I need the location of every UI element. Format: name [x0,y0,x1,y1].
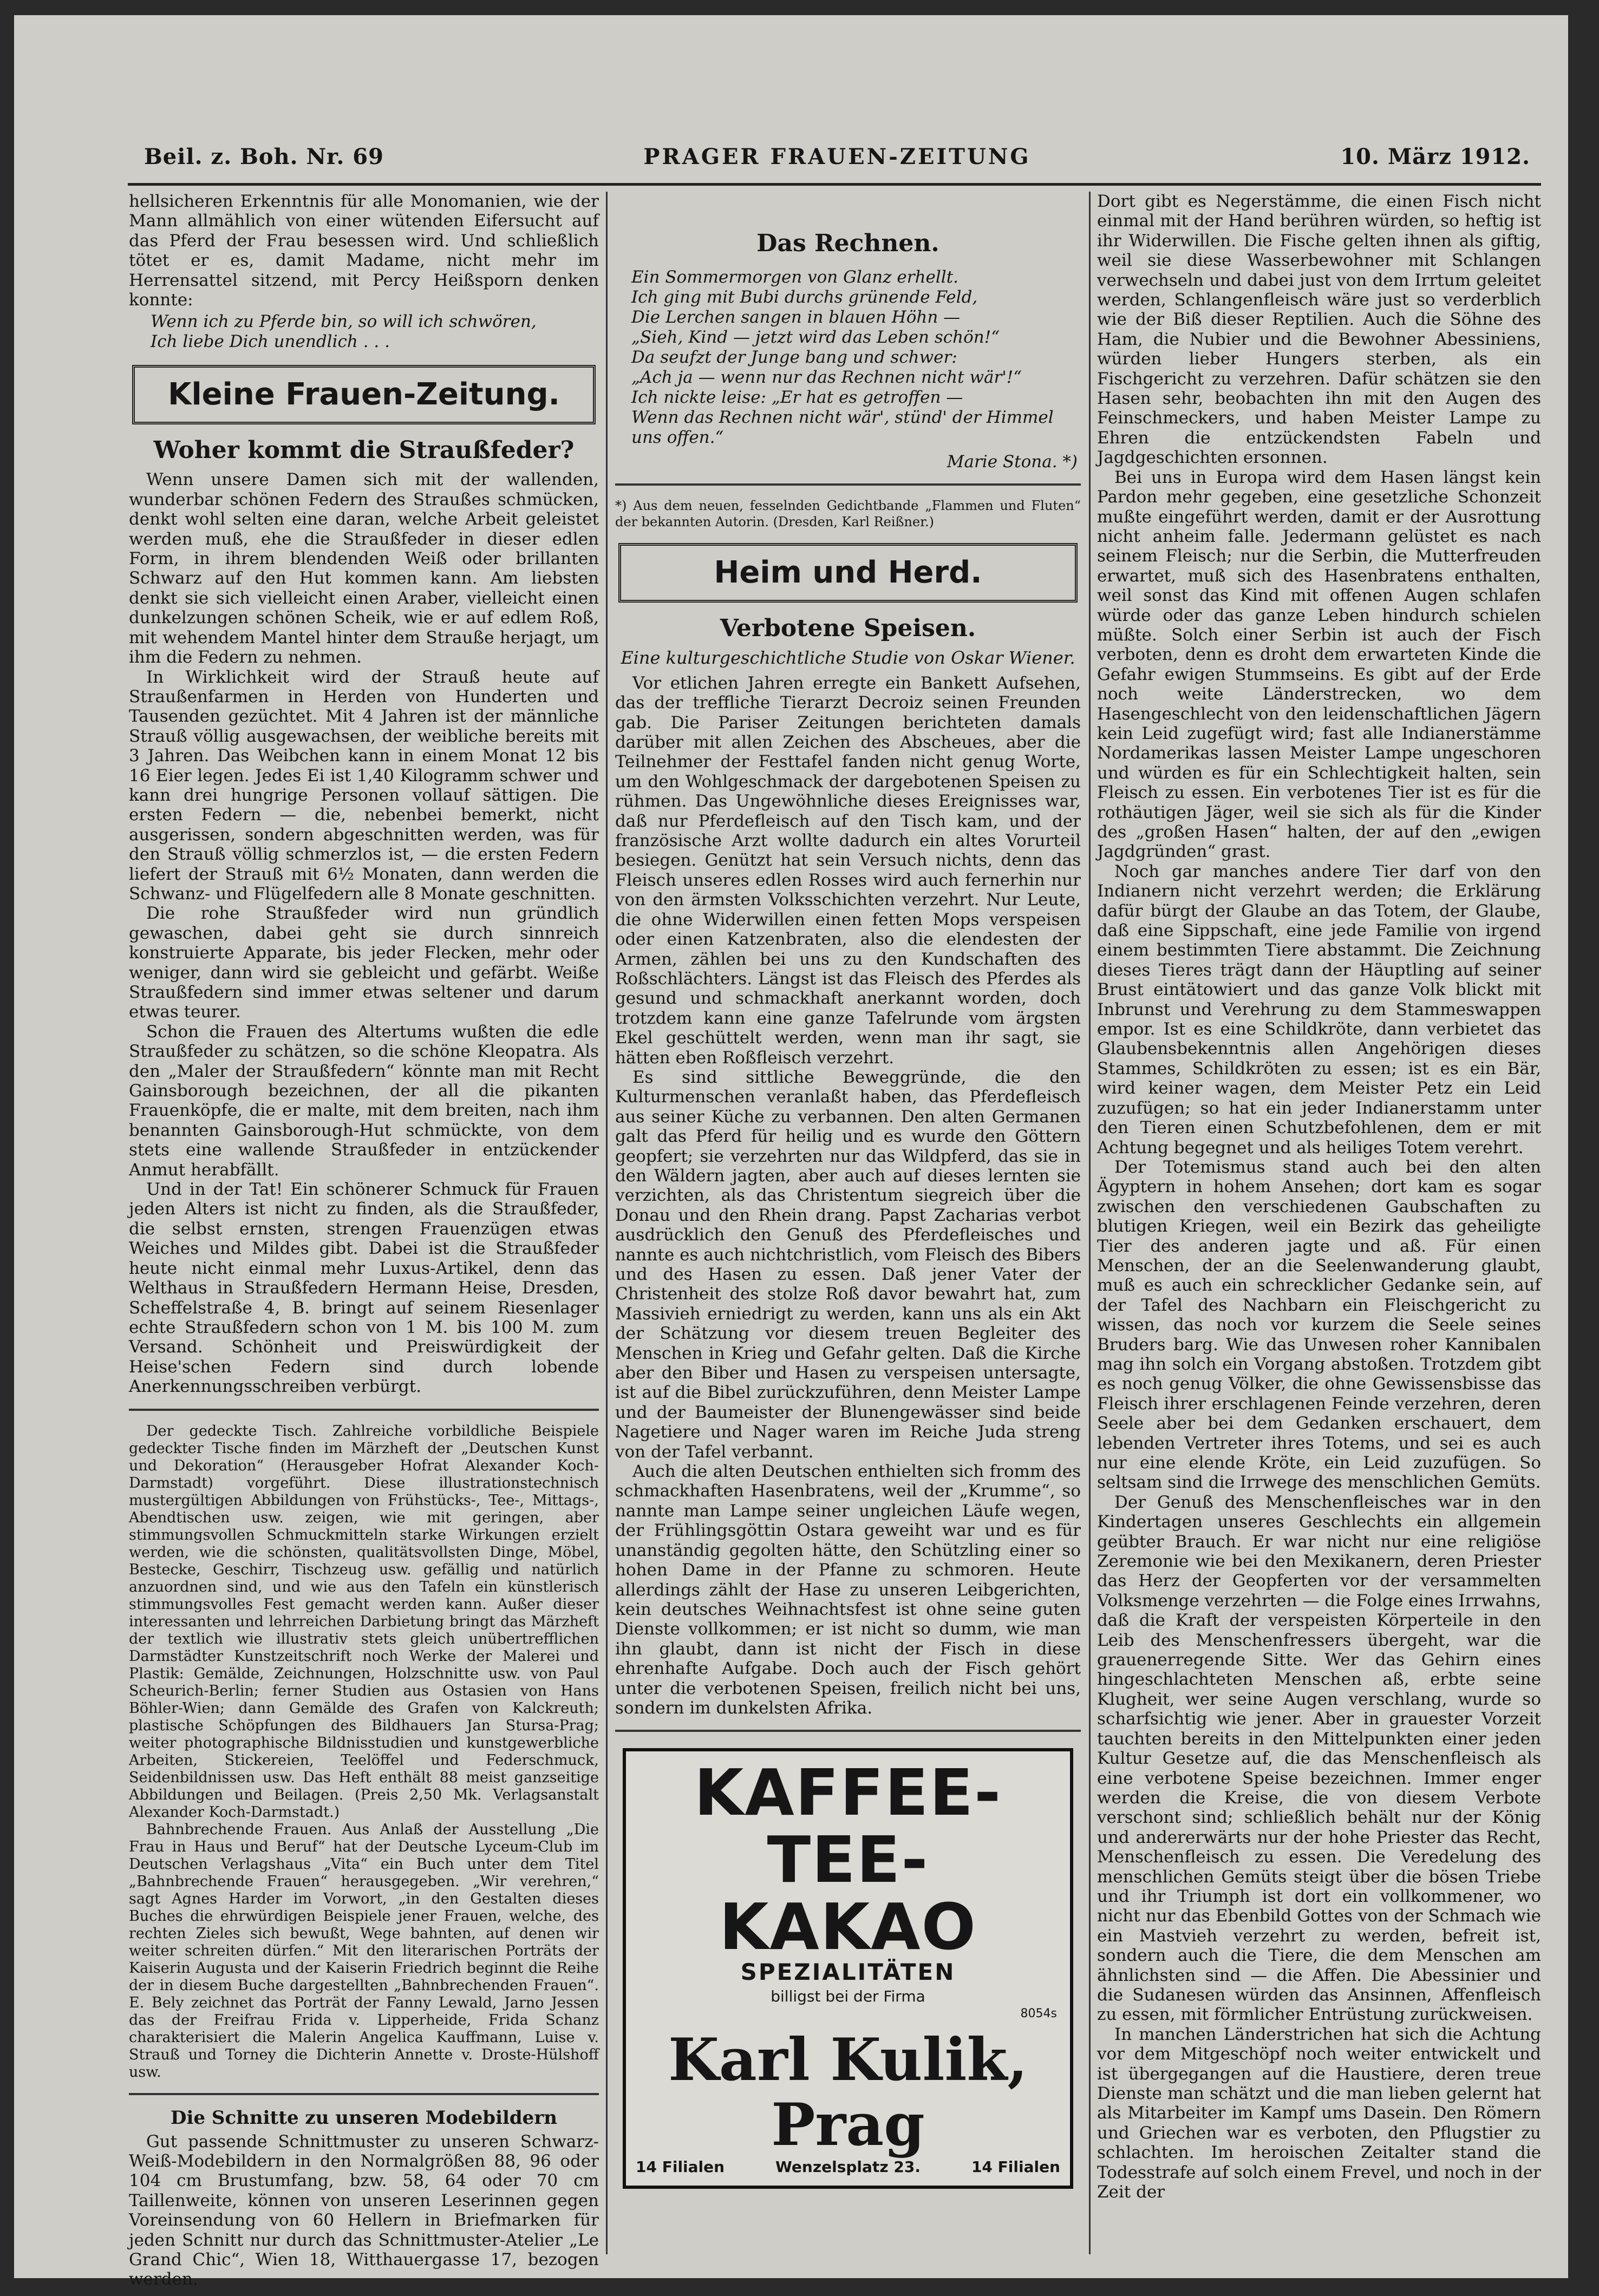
masthead: PRAGER FRAUEN-ZEITUNG [643,144,1031,169]
notice-title-schnitte: Die Schnitte zu unseren Modebildern [171,2107,557,2129]
header-rule [128,183,1541,186]
paragraph: Bei uns in Europa wird dem Hasen längst kein Pardon mehr gegeben, eine gesetzliche Schonzeit mußte eingeführt werden, damit er der Ausrottung nicht anheim falle. Jedermann gelüstet es nach seinem Fleisch; nur die Serbin, die Mutterfreuden erwartet, muß sich des Hasenbratens enthalten, weil sonst das Kind mit offenen Augen schlafen würde oder das ganze Leben hindurch schielen müßte. Solch einer Serbin ist auch der Fisch verboten, denn es droht dem erwarteten Kinde die Gefahr ewigen Stummseins. Es gibt auf der Erde noch weite Länderstrecken, wo dem Hasengeschlecht von den leidenschaftlichen Jägern kein Leid zugefügt wird; fast alle Indianerstämme Nordamerikas lassen Meister Lampe ungeschoren und würden es für ein Schlechtigkeit halten, sein Fleisch zu essen. Ein verbotenes Tier ist es für die rothäutigen Jäger, weil sie sich als für die Kinder des „großen Hasen“ halten, der auf den „ewigen Jagdgründen“ grast. [1097,467,1541,862]
continued-paragraph: Dort gibt es Negerstämme, die einen Fisch nicht einmal mit der Hand berühren würden, so heftig ist ihr Widerwillen. Die Fische gelten ihnen als giftig, weil sie diese Wasserbewohner mit Schlangen verwechseln und dabei just von dem Irrtum geleitet werden, Schlangenfleisch wäre just so verderblich wie der Biß dieser Reptilien. Auch die Söhne des Ham, die Nubier und die Bewohner Abessiniens, würden lieber Hungers sterben, als ein Fischgericht zu verzehren. Dafür schätzen sie den Hasen sehr, beobachten ihn mit den Augen des Feinschmeckers, und haben Meister Lampe zu Ehren die entzückendsten Fabeln und Jagdgeschichten ersonnen. [1097,192,1541,468]
paragraph: In manchen Länderstrichen hat sich die Achtung vor dem Mitgeschöpf noch weiter entwickelt und ist übergegangen auf die Haustiere, deren treue Dienste man schätzt und die man lieben gelernt hat als Mitarbeiter im Kampf ums Dasein. Den Römern und Griechen war es verboten, den Pflugstier zu schlachten. Im heroischen Zeitalter stand die Todesstrafe auf solch einem Frevel, und noch in der Zeit der [1097,2024,1541,2202]
poem-title-rechnen: Das Rechnen. [756,230,939,257]
ad-line-kaffee: KAFFEE- [694,1755,1002,1830]
footnote: *) Aus dem neuen, fesselnden Gedichtbande „Flammen und Fluten“ der bekannten Autorin. (Dresden, Karl Reißner.) [615,498,1081,530]
paragraph: In Wirklichkeit wird der Strauß heute auf Straußenfarmen in Herden von Hunderten und Tausenden gezüchtet. Mit 4 Jahren ist der männliche Strauß völlig ausgewachsen, der weibliche bereits mit 3 Jahren. Das Weibchen kann in einem Monat 12 bis 16 Eier legen. Jedes Ei ist 1,40 Kilogramm schwer und kann drei hungrige Personen vollauf sättigen. Die ersten Federn — die, nebenbei bemerkt, nicht ausgerissen, sondern abgeschnitten werden, was für den Strauß völlig schmerzlos ist, — die ersten Federn liefert der Strauß mit 6½ Monaten, dann werden die Schwanz- und Flügelfedern alle 8 Monate geschnitten. [129,667,599,904]
ad-address: Wenzelsplatz 23. [775,2157,921,2176]
section-rule [615,1730,1081,1732]
paragraph: Die rohe Straußfeder wird nun gründlich gewaschen, dabei geht sie durch sinnreich konstruierte Apparate, bis jeder Flecken, mehr oder weniger, dann wird sie gebleicht und gefärbt. Weiße Straußfedern sind immer etwas seltener und darum etwas teurer. [129,904,599,1022]
column-rule [1089,192,1091,2254]
verse-line: Wenn ich zu Pferde bin, so will ich schwören, [151,312,537,332]
article-title-verbotene-speisen: Verbotene Speisen. [720,614,976,643]
paragraph: Und in der Tat! Ein schönerer Schmuck für Frauen jeden Alters ist nicht zu finden, als die Straußfeder, die selbst ernsten, strengen Frauenzügen etwas Weiches und Mildes gibt. Dabei ist die Straußfeder heute nicht einmal mehr Luxus-Artikel, denn das Welthaus in Straußfedern Hermann Heise, Dresden, Scheffelstraße 4, B. bringt auf seinem Riesenlager echte Straußfedern schon von 1 M. bis 100 M. zum Versand. Schönheit und Preiswürdigkeit der Heise'schen Federn sind durch lobende Anerkennungsschreiben verbürgt. [129,1180,599,1397]
ad-specialties: SPEZIALITÄTEN [740,1959,956,1986]
ad-company-name: Karl Kulik, Prag [668,2025,1028,2159]
verse-line: Ich liebe Dich unendlich . . . [151,332,390,352]
paragraph: Der gedeckte Tisch. Zahlreiche vorbildliche Beispiele gedeckter Tische finden im Märzheft der „Deutschen Kunst und Dekoration“ (Herausgeber Hofrat Alexander Koch-Darmstadt) vorgeführt. Diese illustrationstechnisch mustergültigen Abbildungen von Frühstücks-, Tee-, Mittags-, Abendtischen usw. zeigen, wie mit geringen, aber stimmungsvollen Schmuckmitteln starke Wirkungen erzielt werden, wie die schönsten, qualitätsvollsten Dinge, Möbel, Bestecke, Geschirr, Tischzeug usw. gefällig und natürlich anzuordnen sind, und wie aus den Tafeln ein künstlerisch stimmungsvolles Fest gemacht werden kann. Außer dieser interessanten und lehrreichen Darbietung bringt das Märzheft der textlich wie illustrativ stets gleich unübertrefflichen Darmstädter Kunstzeitschrift noch Werke der Malerei und Plastik: Gemälde, Zeichnungen, Holzschnitte usw. von Paul Scheurich-Berlin; ferner Studien aus Ostasien von Hans Böhler-Wien; dann Gemälde des Grafen von Kalckreuth; plastische Schöpfungen des Bildhauers Jan Stursa-Prag; weiter photographische Bildnisstudien und kunstgewerbliche Arbeiten, Stickereien, Teelöffel und Federschmuck, Seidenbildnissen usw. Das Heft enthält 88 meist ganzseitige Abbildungen und Beilagen. (Preis 2,50 Mk. Verlagsanstalt Alexander Koch-Darmstadt.) [129,1422,599,1821]
ad-branches-left: 14 Filialen [636,2157,725,2176]
paragraph: Auch die alten Deutschen enthielten sich fromm des schmackhaften Hasenbratens, weil der „Krumme“, so nannte man Lampe seiner ungleichen Läufe wegen, der Frühlingsgöttin Ostara geweiht war und es für unanständig gegolten hätte, den Schützling einer so hohen Dame in der Pfanne zu schmoren. Heute allerdings zählt der Hase zu unseren Leibgerichten, kein deutsches Weihnachtsfest ist ohne seine guten Dienste vollkommen; er ist nicht so dumm, wie man ihn glaubt, dann ist nicht der Fisch in diese ehrenhafte Aufgabe. Doch auch der Fisch gehört unter die verbotenen Speisen, freilich nicht bei uns, sondern im dunkelsten Afrika. [615,1462,1081,1718]
paragraph: Der Totemismus stand auch bei den alten Ägyptern in hohem Ansehen; dort kam es sogar zwischen den verschiedenen Gaubschaften zu blutigen Kriegen, weil ein Bezirk das geheiligte Tier des anderen jagte und aß. Für einen Menschen, der an die Seelenwanderung glaubt, muß es auch ein schrecklicher Gedanke sein, auf der Tafel des Nachbarn ein Fleischgericht zu wissen, das noch vor kurzem die Seele seines Bruders barg. Wie das Unwesen roher Kannibalen mag ihn solch ein Vorgang abstoßen. Trotzdem gibt es noch genug Völker, die ohne Gewissensbisse das Fleisch ihrer erschlagenen Feinde verzehren, deren Seele aber bei dem Gedanken erschauert, dem lebenden Vertreter ihres Totems, und sei es auch nur eine elende Kröte, ein Leid zuzufügen. So seltsam sind die Irrwege des menschlichen Gemüts. [1097,1157,1541,1493]
article-title-straussfeder: Woher kommt die Straußfeder? [153,436,575,465]
issue-number: Beil. z. Boh. Nr. 69 [144,144,384,169]
paragraph: Gut passende Schnittmuster zu unseren Schwarz-Weiß-Modebildern in den Normalgrößen 88, 96 oder 104 cm Brustumfang, bzw. 58, 64 oder 70 cm Taillenweite, können von unseren Leserinnen gegen Voreinsendung von 60 Hellern in Briefmarken für jeden Schnitt nur durch das Schnittmuster-Atelier „Le Grand Chic“, Wien 18, Witthauergasse 17, bezogen werden. [129,2131,599,2290]
article-subtitle: Eine kulturgeschichtliche Studie von Oskar Wiener. [621,647,1075,669]
section-rule [129,1409,599,1411]
verse-line: „Sieh, Kind — jetzt wird das Leben schön!“ [631,328,1000,347]
issue-date: 10. März 1912. [1340,144,1530,169]
page-header [144,139,1530,176]
paragraph: Schon die Frauen des Altertums wußten die edle Straußfeder zu schätzen, so die schöne Kleopatra. Als den „Maler der Straußfedern“ könnte man mit Recht Gainsborough bezeichnen, der all die pikanten Frauenköpfe, die er malte, mit dem breiten, nach ihm benannten Gainsborough-Hut schmückte, von dem stets eine wallende Straußfeder in entzückender Anmut herabfällt. [129,1022,599,1180]
ad-cheapest: billigst bei der Firma [771,1987,925,2005]
column-2 [615,192,1081,2260]
section-rule [129,2093,599,2095]
column-1 [129,192,599,2290]
verse-line: „Ach ja — wenn nur das Rechnen nicht wär'!“ [631,368,1022,387]
poem [631,267,1081,448]
paragraph: Der Genuß des Menschenfleisches war in den Kindertagen unseres Geschlechts ein allgemein geübter Brauch. Er war nicht nur eine religiöse Zeremonie wie bei den Mexikanern, deren Priester das Herz der Geopferten vor der versammelten Volksmenge verzehrten — die Folge eines Irrwahns, daß die Kraft der verspeisten Körperteile in den Leib des Menschenfressers übergeht, war die grauenerregende Sitte. Wer das Gehirn eines hingeschlachteten Menschen aß, erbte seine Klugheit, wer seine Augen verschlang, wurde so scharfsichtig wie jener. Aber in grauester Vorzeit tauchten bereits in den Mittelpunkten einer jeden Kultur Gesetze auf, die das Menschenfleisch als eine verbotene Speise bezeichnen. Immer enger werden die Kreise, die von diesem Verbote verschont sind; schließlich behält nur der König und andererwärts nur der hohe Priester das Recht, Menschenfleisch zu essen. Die Veredelung des menschlichen Gemüts steigt über die bösen Triebe und ihr Triumph ist dort ein vollkommener, wo nicht nur das Ebenbild Gottes von der Schmach wie ein Mastvieh verzehrt zu werden, befreit ist, sondern auch die Tiere, die dem Menschen am ähnlichsten sind — die Affen. Die Abessinier und die Sudanesen würden das Ansinnen, Affenfleisch zu essen, mit förmlicher Entrüstung zurückweisen. [1097,1492,1541,2025]
continued-paragraph: hellsicheren Erkenntnis für alle Monomanien, wie der Mann allmählich von einer wütenden Eifersucht auf das Pferd der Frau besessen wird. Und schließlich tötet er es, damit Madame, nicht mehr im Herrensattel sitzend, mit Percy Heißsporn denken konnte: [129,192,599,310]
advertisement-karl-kulik [623,1748,1073,2189]
ad-line-kakao: KAKAO [719,1889,977,1965]
verse-line: Ein Sommermorgen von Glanz erhellt. [631,267,959,287]
column-3 [1097,192,1541,2260]
paragraph: Bahnbrechende Frauen. Aus Anlaß der Ausstellung „Die Frau in Haus und Beruf“ hat der Deutsche Lyceum-Club im Deutschen Verlagshaus „Vita“ ein Buch unter dem Titel „Bahnbrechende Frauen“ herausgegeben. „Wir verehren,“ sagt Agnes Harder im Vorwort, „in den Gestalten dieses Buches die ehrwürdigen Beispiele jener Frauen, welche, des rechten Zieles sich bewußt, Wege bahnten, auf denen wir weiter schreiten dürfen.“ Mit den literarischen Porträts der Kaiserin Augusta und der Kaiserin Friedrich beginnt die Reihe der in diesem Buche dargestellten „Bahnbrechenden Frauen“. E. Bely zeichnet das Porträt der Fanny Lewald, Jarno Jessen das der Freifrau Frida v. Lipperheide, Frida Schanz charakterisiert die Malerin Angelica Kauffmann, Luise v. Strauß und Torney die Dichterin Annette v. Droste-Hülshoff usw. [129,1821,599,2081]
verse-line: Ich nickte leise: „Er hat es getroffen — [631,388,963,407]
paragraph: Noch gar manches andere Tier darf von den Indianern nicht verzehrt werden; die Erklärung dafür bürgt der Glaube an das Totem, der Glaube, daß eine Sippschaft, eine jede Familie von irgend einem bestimmten Tiere abstammt. Die Zeichnung dieses Tieres trägt dann der Häuptling auf seiner Brust eintätowiert und das ganze Volk blickt mit Inbrunst und Verehrung zu dem Stammeswappen empor. Ist es eine Schildkröte, dann verbietet das Glaubensbekenntnis allen Angehörigen dieses Stammes, Schildkröten zu essen; ist es ein Bär, wird keiner wagen, dem Meister Petz ein Leid zuzufügen; so hat ein jeder Indianerstamm unter den Tieren einen Schutzbefohlenen, dem er mit Achtung begegnet und als heiliges Totem verehrt. [1097,861,1541,1157]
verse-line: Die Lerchen sangen in blauen Höhn — [631,308,961,327]
paragraph: Wenn unsere Damen sich mit der wallenden, wunderbar schönen Federn des Straußes schmücken, denkt wohl selten eine daran, welche Arbeit geleistet werden muß, ehe die Straußfeder in dieser edlen Form, in ihrem blendenden Weiß oder brillanten Schwarz auf den Hut kommen kann. Am liebsten denkt sie sich vielleicht einen Araber, vielleicht einen dunkelzungen schönen Scheik, wie er auf edlem Roß, mit wehendem Mantel hinter dem Strauße herjagt, um ihm die Federn zu nehmen. [129,470,599,668]
ad-line-tee: TEE- [767,1822,929,1898]
ad-code: 8054s [1020,2007,1057,2021]
section-box-kleine-frauen-zeitung: Kleine Frauen-Zeitung. [132,365,596,424]
paragraph: Es sind sittliche Beweggründe, die den Kulturmenschen veranlaßt haben, das Pferdefleisch aus seiner Küche zu verbannen. Den alten Germanen galt das Pferd für heilig und es wurde den Göttern geopfert; sie verzehrten nur das Wildpferd, das sie in den Wäldern jagten, aber auch auf dieses lernten sie verzichten, als das Christentum siegreich über die Donau und den Rhein drang. Papst Zacharias verbot ausdrücklich den Genuß des Pferdefleisches und nannte es auch nichtchristlich, vom Fleisch des Bibers und des Hasen zu essen. Daß jener Vater der Christenheit des stolze Roß davor bewahrt hat, zum Massivieh erniedrigt zu werden, kann uns als ein Akt der Schätzung vor diesem treuen Begleiter des Menschen in Krieg und Gefahr gelten. Daß die Kirche aber den Biber und Hasen zu verspeisen untersagte, ist auf die Bibel zurückzuführen, denn Meister Lampe und der Baumeister der Blunengewässer sind beide Nagetiere und Nager waren im Reiche Juda streng von der Tafel verbannt. [615,1067,1081,1462]
ad-address-row [626,2157,1070,2177]
verse-line: Wenn das Rechnen nicht wär', stünd' der Himmel uns offen.“ [631,408,1054,447]
verse-quote [151,312,599,352]
section-box-heim-und-herd: Heim und Herd. [618,543,1078,603]
ad-branches-right: 14 Filialen [971,2157,1060,2176]
poem-author: Marie Stona. *) [947,452,1078,472]
column-rule [606,192,608,2254]
verse-line: Ich ging mit Bubi durchs grünende Feld, [631,287,978,307]
newspaper-page [14,15,1568,2290]
verse-line: Da seufzt der Junge bang und schwer: [631,348,957,367]
section-rule [615,483,1081,486]
paragraph: Vor etlichen Jahren erregte ein Bankett Aufsehen, das der treffliche Tierarzt Decroiz seinen Freunden gab. Die Pariser Zeitungen berichteten damals darüber mit allen Zeichen des Abscheues, aber die Teilnehmer der Festtafel fanden nicht genug Worte, um den Wohlgeschmack der dargebotenen Speisen zu rühmen. Das Ungewöhnliche dieses Ereignisses war, daß nur Pferdefleisch auf den Tisch kam, und der französische Arzt wollte dadurch ein altes Vorurteil besiegen. Genützt hat sein Versuch nichts, denn das Fleisch unseres edlen Rosses wird auch fernerhin nur von den ärmsten Volksschichten verzehrt. Nur Leute, die ohne Widerwillen einen fetten Mops verspeisen oder einen Katzenbraten, also die elendesten der Armen, zählen bei uns zu den Kundschaften des Roßschlächters. Längst ist das Fleisch des Pferdes als gesund und schmackhaft anerkannt worden, doch trotzdem kann eine ganze Tafelrunde vom ärgsten Ekel geschüttelt werden, wenn man ihr sagt, sie hätten eben Roßfleisch verzehrt. [615,673,1081,1068]
